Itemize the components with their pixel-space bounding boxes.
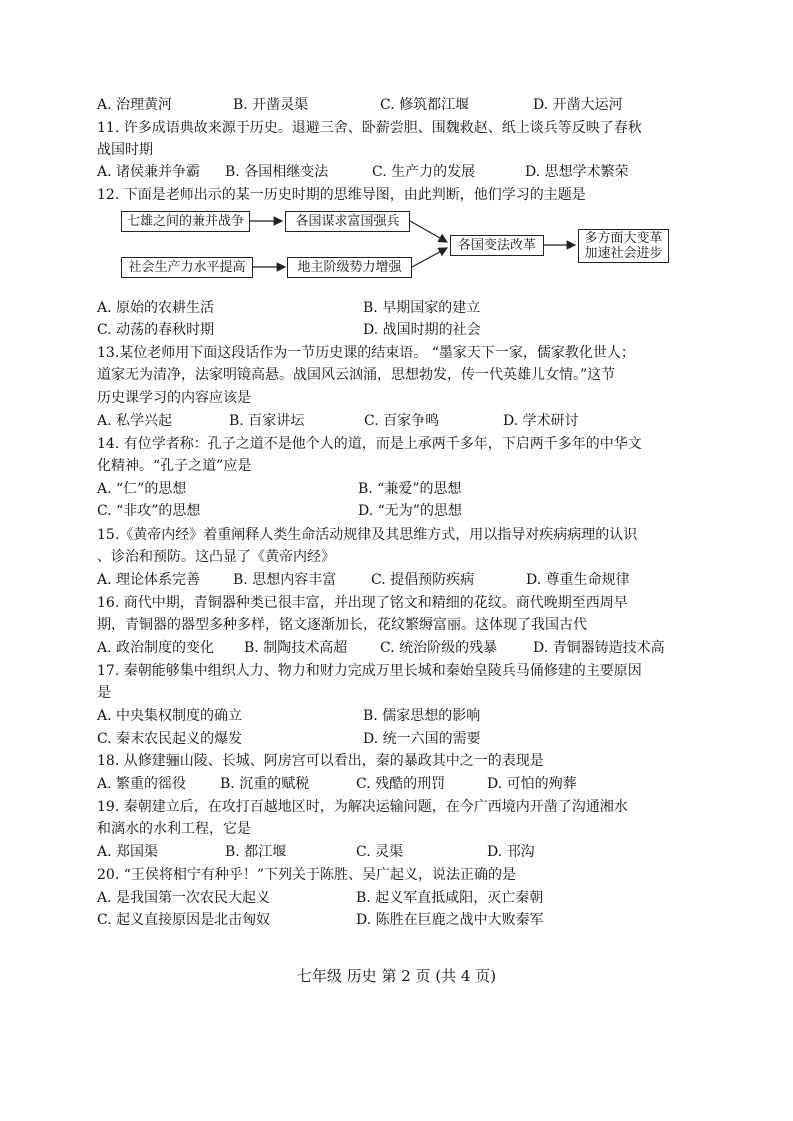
q17-option-c: C. 秦末农民起义的爆发 — [97, 731, 243, 747]
q20-option-b: B. 起义军直抵咸阳，灭亡秦朝 — [356, 890, 544, 906]
q19-option-b: B. 都江堰 — [225, 844, 287, 860]
q16-option-a: A. 政治制度的变化 — [97, 640, 215, 656]
q20-option-c: C. 起义直接原因是北击匈奴 — [97, 912, 271, 928]
q17-stem-line1: 17. 秦朝能够集中组织人力、物力和财力完成万里长城和秦始皇陵兵马俑修建的主要原因 — [97, 663, 642, 679]
q12-option-b: B. 早期国家的建立 — [363, 300, 481, 316]
q19-option-d: D. 邗沟 — [487, 844, 535, 860]
q11-option-c: C. 生产力的发展 — [372, 164, 476, 180]
q12-option-c: C. 动荡的春秋时期 — [97, 322, 215, 338]
q16-stem-line2: 期，青铜器的器型多种多样，铭文逐渐加长，花纹繁缛富丽。这体现了我国古代 — [97, 617, 587, 633]
q17-option-a: A. 中央集权制度的确立 — [97, 708, 243, 724]
q13-stem-line3: 历史课学习的内容应该是 — [97, 390, 251, 406]
q20-option-a: A. 是我国第一次农民大起义 — [97, 890, 271, 906]
q11-option-a: A. 诸侯兼并争霸 — [97, 164, 201, 180]
q12-stem: 12. 下面是老师出示的某一历史时期的思维导图，由此判断，他们学习的主题是 — [97, 187, 586, 203]
q19-stem-line2: 和漓水的水利工程，它是 — [97, 821, 251, 837]
q15-option-a: A. 理论体系完善 — [97, 572, 201, 588]
q15-option-d: D. 尊重生命规律 — [526, 572, 630, 588]
mind-map-box-reform: 各国变法改革 — [450, 235, 544, 256]
q18-option-d: D. 可怕的殉葬 — [487, 776, 577, 792]
q18-option-a: A. 繁重的徭役 — [97, 776, 187, 792]
q14-option-c: C. “非攻”的思想 — [97, 503, 201, 519]
q11-option-b: B. 各国相继变法 — [225, 164, 329, 180]
q20-option-d: D. 陈胜在巨鹿之战中大败秦军 — [356, 912, 544, 928]
arrow-box4-to-box5 — [412, 248, 447, 267]
q14-option-a: A. “仁”的思想 — [97, 481, 187, 497]
q19-option-c: C. 灵渠 — [356, 844, 404, 860]
q13-option-b: B. 百家讲坛 — [229, 413, 305, 429]
q13-stem-line2: 道家无为清净，法家明镜高悬。战国风云汹涌，思想勃发，传一代英雄儿女情。”这节 — [97, 367, 616, 383]
q19-option-a: A. 郑国渠 — [97, 844, 159, 860]
q15-option-b: B. 思想内容丰富 — [233, 572, 337, 588]
q10-option-d: D. 开凿大运河 — [533, 97, 623, 113]
q18-stem: 18. 从修建骊山陵、长城、阿房宫可以看出，秦的暴政其中之一的表现是 — [97, 753, 544, 769]
q15-stem-line1: 15.《黄帝内经》着重阐释人类生命活动规律及其思维方式，用以指导对疾病病理的认识 — [97, 527, 638, 543]
q14-stem-line2: 化精神。“孔子之道”应是 — [97, 458, 252, 474]
q13-option-c: C. 百家争鸣 — [364, 413, 440, 429]
q16-option-d: D. 青铜器铸造技术高 — [533, 640, 665, 656]
page-footer: 七年级 历史 第 2 页 (共 4 页) — [296, 967, 497, 985]
mind-map-box-transformation-line1: 多方面大变革 — [584, 231, 663, 246]
mind-map-box-rich-strong: 各国谋求富国强兵 — [285, 211, 410, 232]
q16-option-b: B. 制陶技术高超 — [244, 640, 348, 656]
q11-stem-line1: 11. 许多成语典故来源于历史。退避三舍、卧薪尝胆、围魏救赵、纸上谈兵等反映了春秋 — [97, 120, 642, 136]
q17-stem-line2: 是 — [97, 685, 111, 701]
mind-map-box-productivity: 社会生产力水平提高 — [121, 257, 253, 278]
q16-option-c: C. 统治阶级的残暴 — [380, 640, 498, 656]
q20-stem: 20. “王侯将相宁有种乎！”下列关于陈胜、吴广起义，说法正确的是 — [97, 867, 517, 883]
q10-option-c: C. 修筑都江堰 — [380, 97, 470, 113]
q15-stem-line2: 、诊治和预防。这凸显了《黄帝内经》 — [97, 549, 335, 565]
q18-option-b: B. 沉重的赋税 — [220, 776, 310, 792]
q17-option-d: D. 统一六国的需要 — [363, 731, 481, 747]
mind-map-box-landlord: 地主阶级势力增强 — [287, 257, 412, 278]
q13-option-d: D. 学术研讨 — [503, 413, 579, 429]
q13-option-a: A. 私学兴起 — [97, 413, 173, 429]
q12-option-a: A. 原始的农耕生活 — [97, 300, 215, 316]
q19-stem-line1: 19. 秦朝建立后，在攻打百越地区时，为解决运输问题，在今广西境内开凿了沟通湘水 — [97, 799, 628, 815]
mind-map-box-transformation — [578, 229, 669, 263]
q14-option-d: D. “无为”的思想 — [358, 503, 462, 519]
q14-stem-line1: 14. 有位学者称：孔子之道不是他个人的道，而是上承两千多年，下启两千多年的中华文 — [97, 436, 642, 452]
mind-map-box-transformation-line2: 加速社会进步 — [584, 246, 663, 261]
q17-option-b: B. 儒家思想的影响 — [363, 708, 481, 724]
q11-option-d: D. 思想学术繁荣 — [525, 164, 629, 180]
q12-option-d: D. 战国时期的社会 — [363, 322, 481, 338]
q14-option-b: B. “兼爱”的思想 — [358, 481, 462, 497]
arrow-box2-to-box5 — [410, 221, 447, 242]
q16-stem-line1: 16. 商代中期，青铜器种类已很丰富，并出现了铭文和精细的花纹。商代晚期至西周早 — [97, 595, 628, 611]
q15-option-c: C. 提倡预防疾病 — [371, 572, 475, 588]
q18-option-c: C. 残酷的刑罚 — [356, 776, 446, 792]
mind-map-box-wars: 七雄之间的兼并战争 — [121, 211, 250, 232]
mind-map-arrows — [0, 0, 793, 300]
q10-option-a: A. 治理黄河 — [97, 97, 173, 113]
q10-option-b: B. 开凿灵渠 — [233, 97, 309, 113]
q13-stem-line1: 13.某位老师用下面这段话作为一节历史课的结束语。 “墨家天下一家，儒家教化世人； — [97, 345, 635, 361]
q11-stem-line2: 战国时期 — [97, 142, 153, 158]
